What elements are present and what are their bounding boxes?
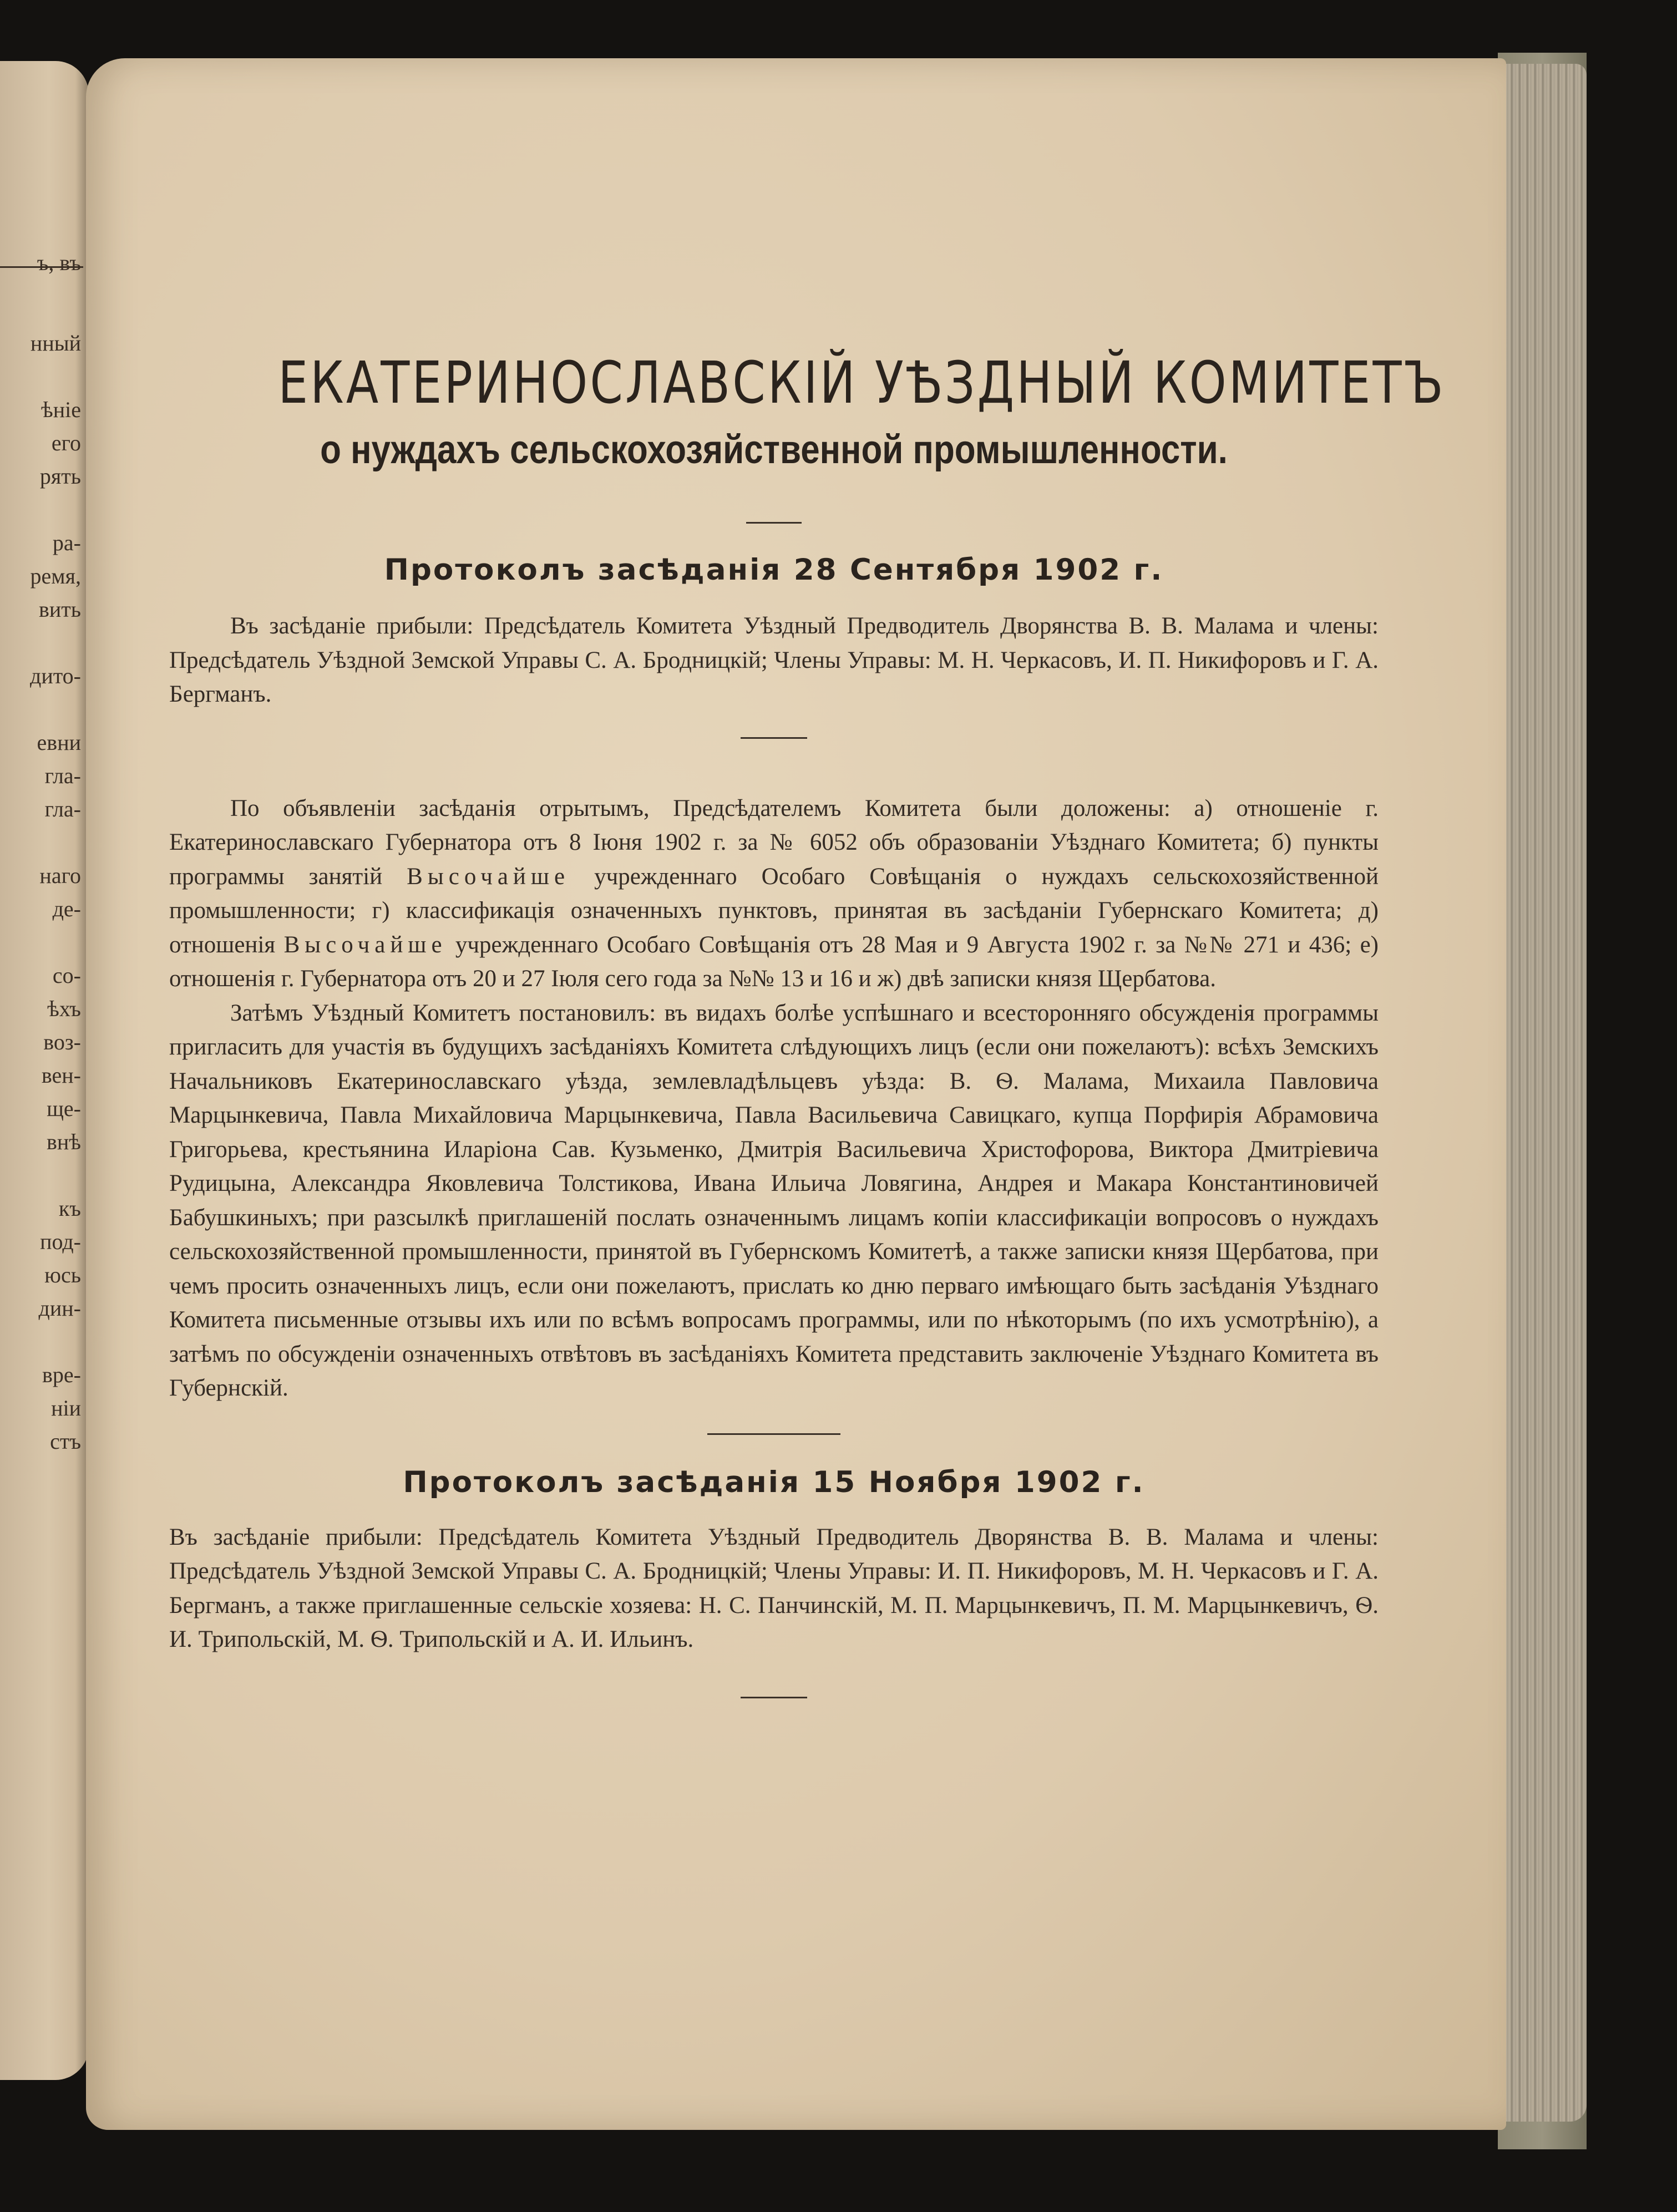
section1-attendees: Въ засѣданіе прибыли: Предсѣдатель Комитета Уѣздный Предводитель Дворянства В. В. Малама и члены: Предсѣдатель Уѣздной Земской Управы С. А. Бродницкій; Члены Управы: М. Н. Черкасовъ, И. П. Никифоровъ и Г. А. Бергманъ.	[169, 613, 1379, 707]
left-page-fragment: нный	[30, 331, 81, 356]
left-page-fragment: гла-	[44, 763, 81, 788]
agenda-part2: учрежденнаго Особаго Совѣщанія о нуждахъ сельскохозяйственной промышленности; г) классификація означенныхъ пунктовъ, принятая въ засѣданіи Губернскаго Комитета; д) отношенія	[169, 863, 1379, 958]
agenda-part3: учрежденнаго Особаго Совѣщанія отъ 28 Мая и 9 Августа 1902 г. за №№ 271 и 436; е) отношенія г. Губернатора отъ 20 и 27 Іюля сего года за №№ 13 и 16 и ж) двѣ записки князя Щербатова.	[169, 931, 1379, 992]
left-page-fragment: къ	[58, 1196, 81, 1221]
section2-heading: Протоколъ засѣданія 15 Ноября 1902 г.	[403, 1465, 1145, 1499]
section1-heading: Протоколъ засѣданія 28 Сентября 1902 г.	[384, 553, 1164, 587]
page-text-column	[169, 347, 1446, 1698]
subtitle: о нуждахъ сельскохозяйственной промышленности.	[320, 428, 1228, 472]
left-page-fragment: ніи	[51, 1396, 81, 1420]
left-page-fragment: наго	[39, 863, 81, 888]
agenda-emphasis2: Высочайше	[283, 931, 447, 958]
main-title: ЕКАТЕРИНОСЛАВСКІЙ УѢЗДНЫЙ КОМИТЕТЪ	[278, 349, 1446, 417]
left-page-fragment: со-	[52, 963, 81, 988]
left-page-fragment: юсь	[44, 1262, 81, 1287]
section2-divider	[741, 1697, 807, 1698]
left-page-fragment: рять	[39, 464, 81, 489]
left-page-fragment: евни	[37, 730, 81, 755]
left-page-fragment: ремя,	[30, 564, 81, 588]
left-page-fragment: дин-	[38, 1296, 81, 1321]
left-page-fragment: под-	[40, 1229, 81, 1254]
left-page-fragment: вре-	[42, 1362, 81, 1387]
left-page-fragment: дито-	[29, 663, 81, 688]
left-page-fragment: вен-	[41, 1063, 81, 1088]
left-page-fragment: ра-	[52, 530, 81, 555]
left-page-fragment: ще-	[47, 1096, 81, 1121]
section2-attendees: Въ засѣданіе прибыли: Предсѣдатель Комитета Уѣздный Предводитель Дворянства В. В. Малама и члены: Предсѣдатель Уѣздной Земской Управы С. А. Бродницкій; Члены Управы: И. П. Никифоровъ, М. Н. Черкасовъ и Г. А. Бергманъ, а также приглашенные сельскіе хозяева: Н. С. Панчинскій, М. П. Марцынкевичъ, П. М. Марцынкевичъ, Ѳ. И. Трипольскій, М. Ѳ. Трипольскій и А. И. Ильинъ.	[169, 1524, 1379, 1652]
agenda-part1: По объявленіи засѣданія отрытымъ, Предсѣдателемъ Комитета были доложены: а) отношеніе г. Екатеринославскаго Губернатора отъ 8 Іюня 1902 г. за № 6052 объ образованіи Уѣзднаго Комитета; б) пункты программы занятій	[169, 795, 1379, 890]
left-page-fragment: ъ, въ	[37, 250, 81, 275]
agenda-emphasis1: Высочайше	[407, 863, 570, 890]
left-page-fragment: стъ	[50, 1429, 81, 1454]
left-page-fragment: его	[51, 430, 81, 455]
left-page-fragment: гла-	[44, 796, 81, 821]
section1-resolution: Затѣмъ Уѣздный Комитетъ постановилъ: въ видахъ болѣе успѣшнаго и всесторонняго обсужденія программы пригласить для участія въ будущихъ засѣданіяхъ Комитета слѣдующихъ лицъ (если они пожелаютъ): всѣхъ Земскихъ Начальниковъ Екатеринославскаго уѣзда, землевладѣльцевъ уѣзда: В. Ѳ. Малама, Михаила Павловича Марцынкевича, Павла Михайловича Марцынкевича, Павла Васильевича Савицкаго, купца Порфирія Абрамовича Григорьева, крестьянина Иларіона Сав. Кузьменко, Дмитрія Васильевича Христофорова, Виктора Дмитріевича Рудицына, Александра Яковлевича Толстикова, Ивана Ильича Ловягина, Андрея и Макара Константиновичей Бабушкиныхъ; при разсылкѣ приглашеній послать означеннымъ лицамъ копіи классификаціи вопросовъ о нуждахъ сельскохозяйственной промышленности, принятой въ Губернскомъ Комитетѣ, а также записки князя Щербатова, при чемъ просить означенныхъ лицъ, если они пожелаютъ, прислать ко дню перваго имѣющаго быть засѣданія Уѣзднаго Комитета письменные отзывы ихъ или по всѣмъ вопросамъ программы, или по нѣкоторымъ (по ихъ усмотрѣнію), а затѣмъ по обсужденіи означенныхъ отвѣтовъ въ засѣданіяхъ Комитета представить заключеніе Уѣзднаго Комитета въ Губернскій.	[169, 1000, 1379, 1401]
book-page	[86, 58, 1506, 2130]
left-page-fragment: воз-	[43, 1029, 81, 1054]
left-page-fragment: ѣхъ	[47, 996, 81, 1021]
left-page-fragment: де-	[52, 896, 81, 921]
section1-divider	[741, 737, 807, 739]
section-separator	[707, 1433, 840, 1435]
left-page-fragment: вить	[38, 597, 81, 622]
title-divider	[746, 522, 802, 524]
left-page-edge	[0, 61, 89, 2080]
section1-agenda	[169, 792, 1379, 996]
left-page-fragment: ѣніе	[41, 397, 81, 422]
left-page-fragment: внѣ	[46, 1129, 81, 1154]
